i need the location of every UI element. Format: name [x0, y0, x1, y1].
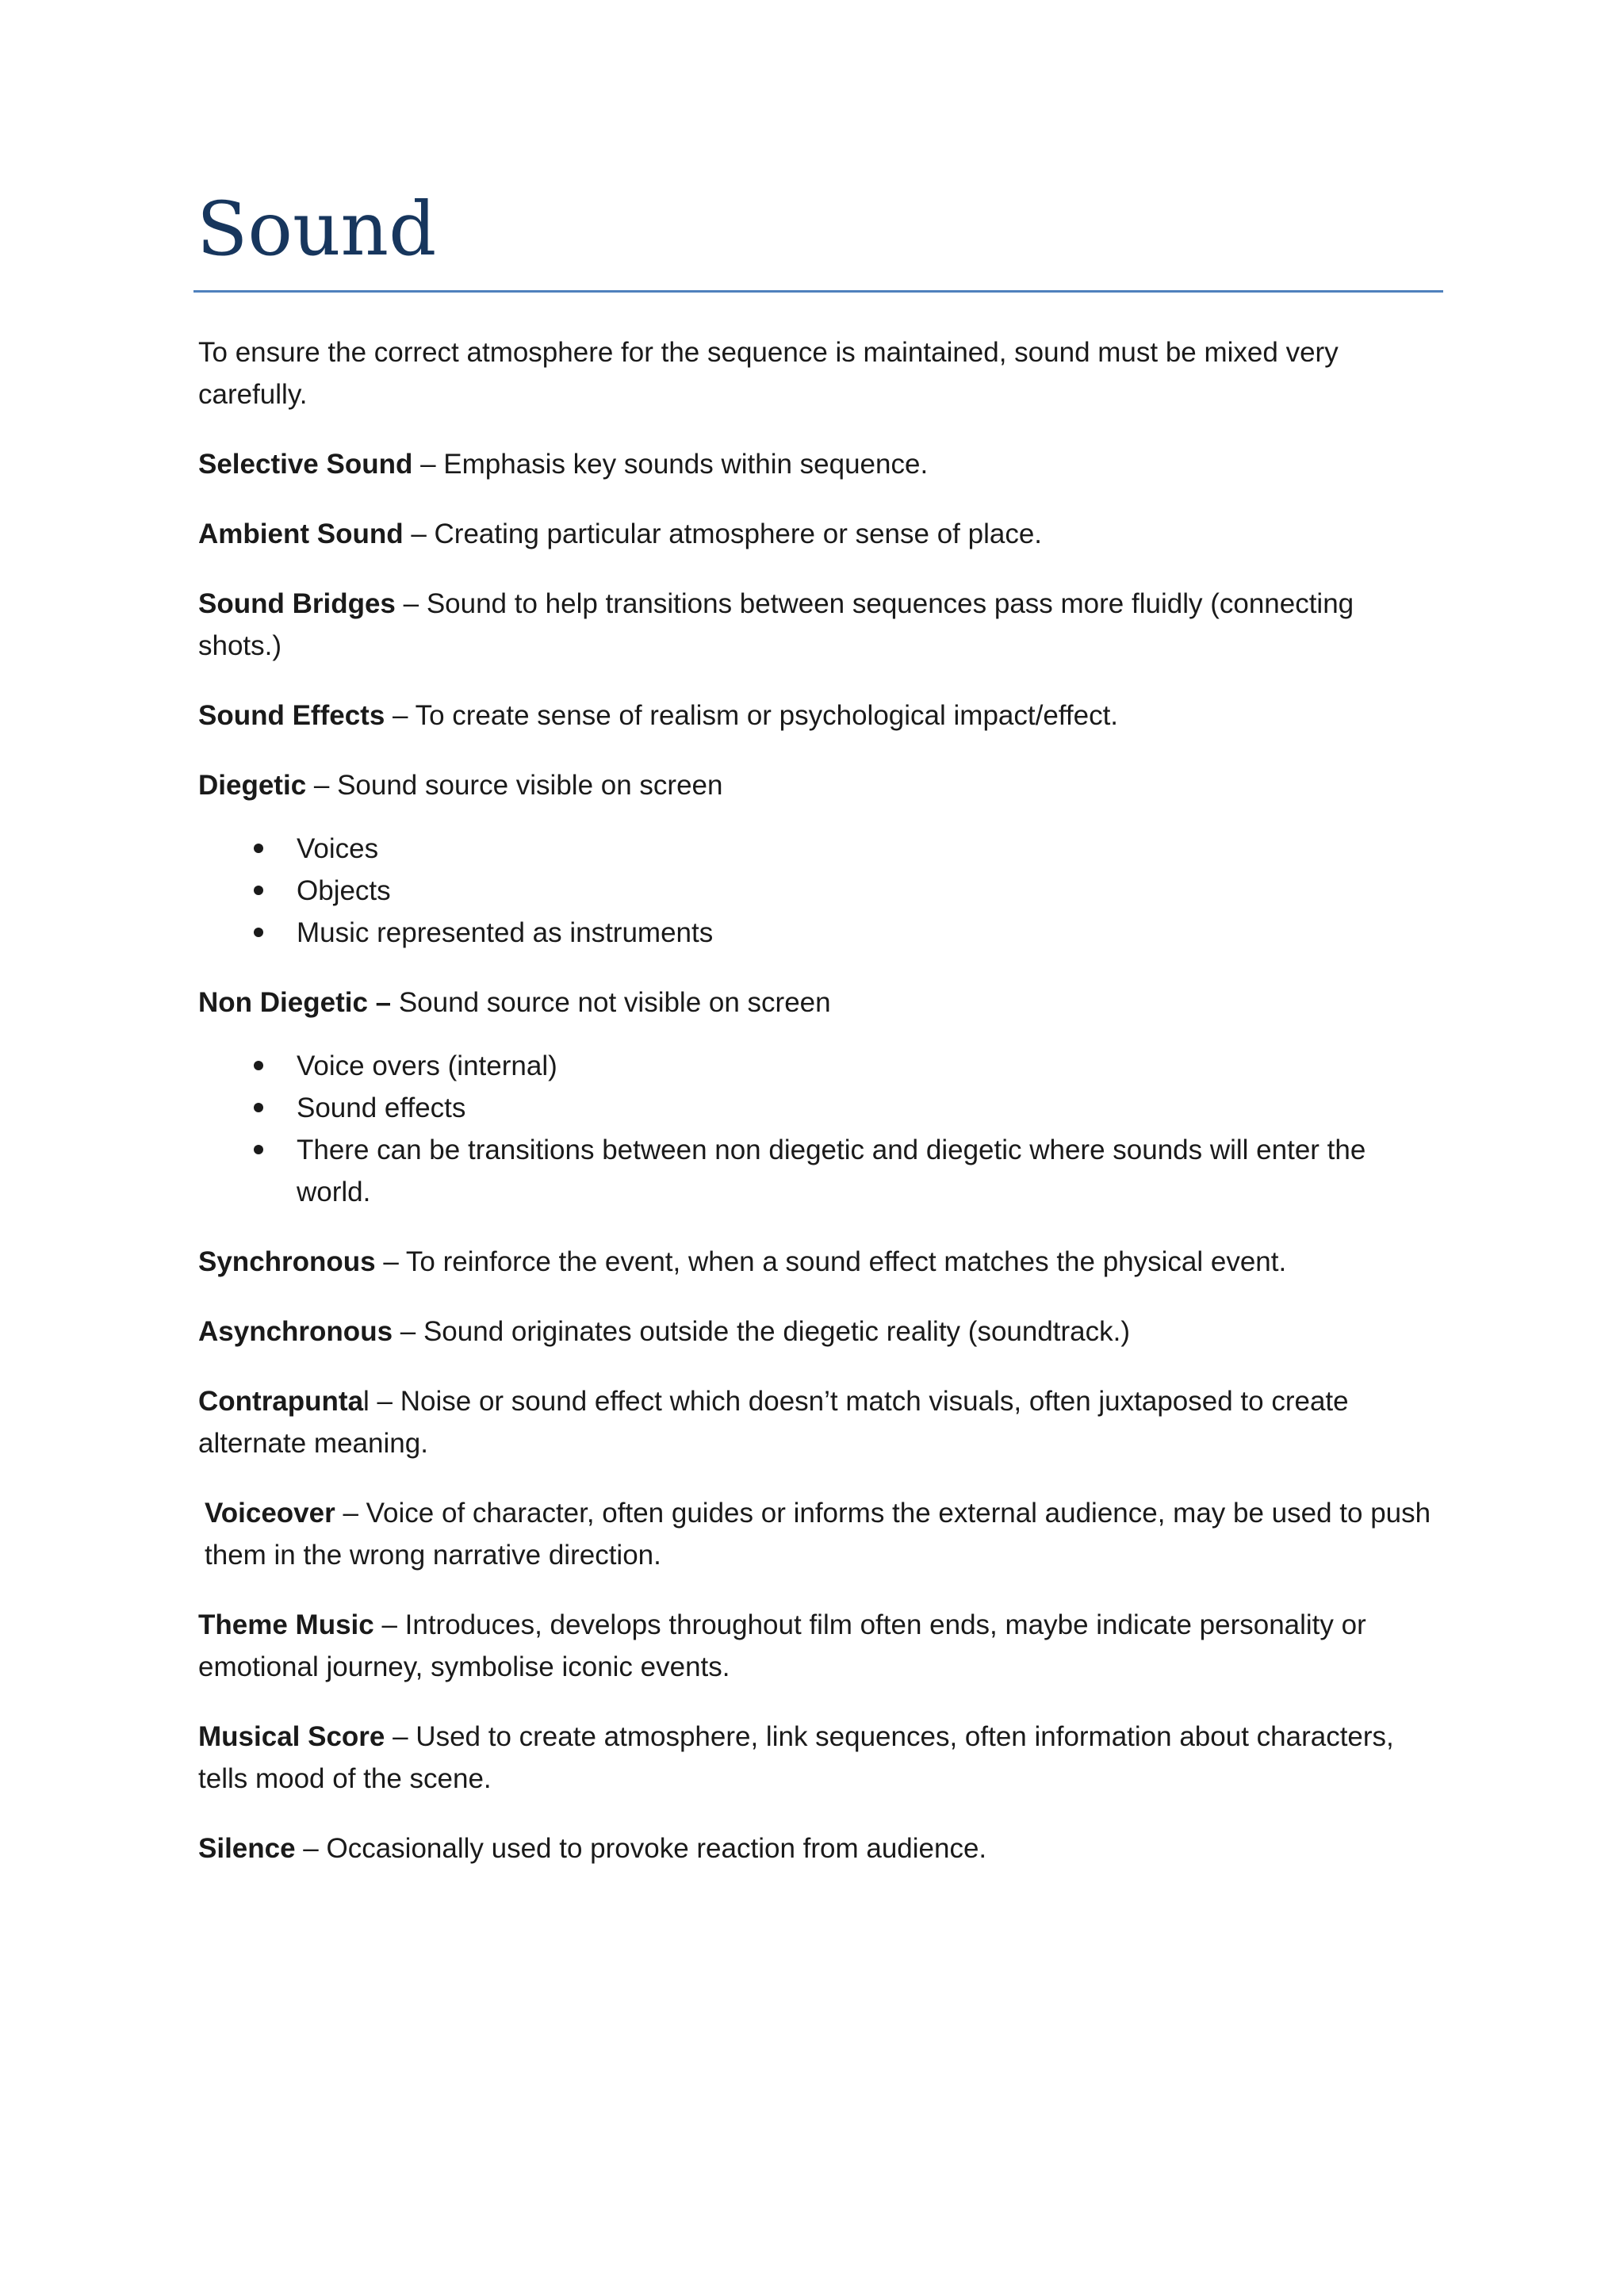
document-body — [198, 331, 1443, 1897]
term-label: Ambient Sound — [198, 519, 404, 549]
page-title: Sound — [197, 186, 437, 273]
bullet-icon — [254, 928, 263, 937]
list-item-text: There can be transitions between non diegetic and diegetic where sounds will enter the world. — [297, 1135, 1366, 1207]
list-item — [198, 828, 1443, 870]
definition-sound-bridges — [198, 583, 1443, 667]
list-item-text: Voice overs (internal) — [297, 1050, 557, 1081]
term-label: Non Diegetic – — [198, 987, 392, 1018]
definition-text: – To create sense of realism or psychological impact/effect. — [385, 700, 1119, 731]
definition-text: – Noise or sound effect which doesn’t match visuals, often juxtaposed to create alternate meaning. — [198, 1386, 1349, 1459]
definition-silence — [198, 1827, 1443, 1869]
term-label: Silence — [198, 1833, 296, 1864]
term-label: Diegetic — [198, 770, 307, 801]
term-label: Sound Bridges — [198, 588, 396, 619]
term-label: Synchronous — [198, 1246, 376, 1277]
definition-text: – To reinforce the event, when a sound effect matches the physical event. — [375, 1246, 1287, 1277]
definition-text: – Emphasis key sounds within sequence. — [412, 449, 929, 480]
list-item-text: Voices — [297, 833, 379, 864]
list-item — [198, 1129, 1443, 1213]
list-item — [198, 912, 1443, 954]
definition-synchronous — [198, 1241, 1443, 1283]
definition-text: – Creating particular atmosphere or sense of place. — [403, 519, 1043, 549]
term-label: Asynchronous — [198, 1316, 393, 1347]
diegetic-list — [198, 828, 1443, 954]
definition-selective-sound — [198, 443, 1443, 485]
definition-text: – Sound source visible on screen — [306, 770, 723, 801]
definition-text: – Sound originates outside the diegetic reality (soundtrack.) — [393, 1316, 1131, 1347]
definition-diegetic — [198, 764, 1443, 806]
bullet-icon — [254, 886, 263, 895]
title-underline — [193, 290, 1443, 293]
definition-non-diegetic — [198, 982, 1443, 1024]
bullet-icon — [254, 1061, 263, 1070]
term-label: Musical Score — [198, 1721, 385, 1752]
list-item-text: Sound effects — [297, 1093, 466, 1123]
definition-sound-effects — [198, 695, 1443, 737]
term-label: Voiceover — [205, 1498, 335, 1529]
definition-theme-music — [198, 1604, 1443, 1688]
non-diegetic-list — [198, 1045, 1443, 1213]
list-item — [198, 1087, 1443, 1129]
definition-text: Sound source not visible on screen — [391, 987, 831, 1018]
list-item-text: Music represented as instruments — [297, 917, 714, 948]
list-item — [198, 870, 1443, 912]
term-label: Sound Effects — [198, 700, 385, 731]
term-label: Contrapunta — [198, 1386, 364, 1417]
definition-text: – Voice of character, often guides or informs the external audience, may be used to push them in the wrong narrative direction. — [205, 1498, 1431, 1571]
definition-ambient-sound — [198, 513, 1443, 555]
bullet-icon — [254, 844, 263, 853]
term-label: Theme Music — [198, 1609, 374, 1640]
definition-text: – Sound to help transitions between sequences pass more fluidly (connecting shots.) — [198, 588, 1354, 661]
list-item — [198, 1045, 1443, 1087]
term-label-tail: l — [363, 1386, 370, 1417]
definition-text: – Introduces, develops throughout film often ends, maybe indicate personality or emotional journey, symbolise iconic events. — [198, 1609, 1366, 1682]
list-item-text: Objects — [297, 875, 391, 906]
definition-text: – Used to create atmosphere, link sequences, often information about characters, tells mood of the scene. — [198, 1721, 1394, 1794]
definition-musical-score — [198, 1716, 1443, 1800]
intro-paragraph: To ensure the correct atmosphere for the sequence is maintained, sound must be mixed very carefully. — [198, 337, 1339, 410]
bullet-icon — [254, 1103, 263, 1112]
definition-contrapuntal — [198, 1380, 1443, 1464]
definition-asynchronous — [198, 1311, 1443, 1353]
definition-text: – Occasionally used to provoke reaction from audience. — [295, 1833, 987, 1864]
term-label: Selective Sound — [198, 449, 413, 480]
bullet-icon — [254, 1145, 263, 1154]
definition-voiceover — [198, 1492, 1443, 1576]
